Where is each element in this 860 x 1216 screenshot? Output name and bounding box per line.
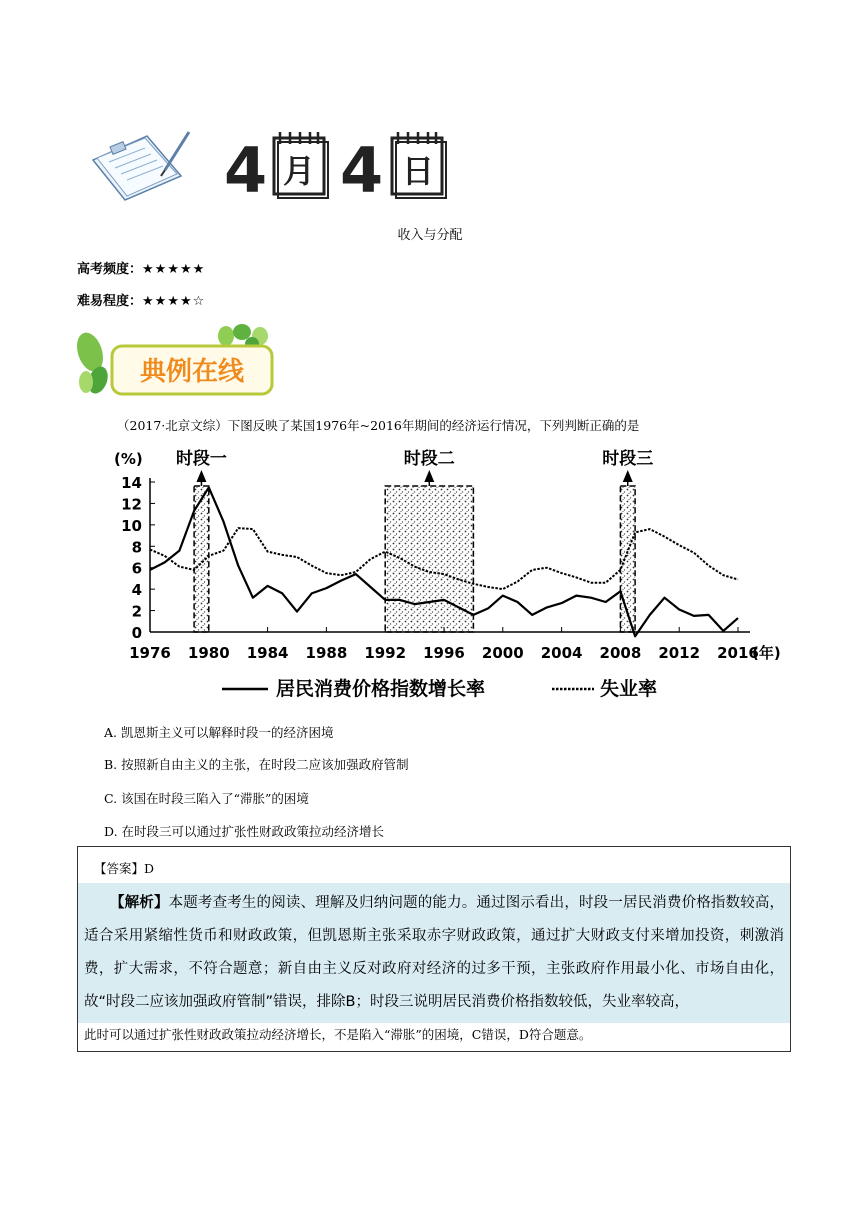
answer-line: 【答案】D xyxy=(94,861,155,876)
analysis-label: 【解析】 xyxy=(110,895,169,911)
day-digit-2: 4 xyxy=(340,134,384,206)
difficulty-label: 难易程度： xyxy=(77,294,143,309)
period-2-label: 时段二 xyxy=(403,449,455,469)
period-3-label: 时段三 xyxy=(602,449,654,469)
x-tick-label: 1996 xyxy=(423,644,465,662)
x-tick-label: 2012 xyxy=(658,644,701,662)
frequency-row xyxy=(77,258,205,277)
svg-text:日: 日 xyxy=(401,152,435,190)
x-tick-label: 1984 xyxy=(246,644,289,662)
analysis-tail: 此时可以通过扩张性财政政策拉动经济增长，不是陷入“滞胀”的困境，C错误，D符合题意。 xyxy=(84,1027,592,1042)
page-subtitle: 收入与分配 xyxy=(397,228,463,243)
x-tick-label: 2008 xyxy=(599,644,642,662)
x-tick-label: 2016 xyxy=(717,644,759,662)
legend-label-cpi: 居民消费价格指数增长率 xyxy=(276,678,486,700)
x-tick-label: 1976 xyxy=(129,644,171,662)
x-tick-label: 2000 xyxy=(481,644,524,662)
legend-label-unemployment: 失业率 xyxy=(600,678,658,700)
period-1-label: 时段一 xyxy=(175,449,227,469)
period-3-band xyxy=(620,486,635,632)
x-tick-label: 1988 xyxy=(305,644,348,662)
difficulty-stars: ★★★★☆ xyxy=(142,294,206,309)
y-tick-label: 14 xyxy=(121,474,142,492)
period-2-arrowhead xyxy=(424,470,434,482)
x-tick-label: 1992 xyxy=(364,644,407,662)
answer-box xyxy=(77,846,791,1052)
option-b: B. 按照新自由主义的主张，在时段二应该加强政府管制 xyxy=(104,757,409,772)
period-3-arrowhead xyxy=(623,470,633,482)
y-tick-label: 2 xyxy=(131,602,142,621)
analysis-block xyxy=(78,883,790,1023)
svg-text:月: 月 xyxy=(282,152,316,190)
day-digit-1: 4 xyxy=(224,134,268,206)
y-tick-label: 4 xyxy=(131,581,142,600)
notebook-illustration xyxy=(85,128,195,203)
y-tick-label: 12 xyxy=(121,495,142,514)
economic-chart xyxy=(110,440,820,710)
period-1-arrowhead xyxy=(196,470,206,482)
analysis-body: 本题考查考生的阅读、理解及归纳问题的能力。通过图示看出，时段一居民消费价格指数较高，适合采用紧缩性货币和财政政策，但凯恩斯主张采取赤字财政政策，通过扩大财政支付来增加投资，刺激消费，扩大需求，不符合题意；新自由主义反对政府对经济的过多干预，主张政府作用最小化、市场自由化，故“时段二应该加强政府管制”错误，排除B；时段三说明居民消费价格指数较低，失业率较高， xyxy=(84,895,784,1010)
y-tick-label: 8 xyxy=(131,538,142,557)
analysis-text xyxy=(84,887,784,1019)
date-title xyxy=(222,124,467,206)
period-2-band xyxy=(385,486,473,632)
x-axis-unit: (年) xyxy=(752,644,781,662)
question-text: （2017·北京文综）下图反映了某国1976年~2016年期间的经济运行情况，下列判断正确的是 xyxy=(117,418,640,433)
y-tick-label: 0 xyxy=(131,624,142,642)
option-c: C. 该国在时段三陷入了“滞胀”的困境 xyxy=(104,791,309,806)
x-tick-label: 1980 xyxy=(187,644,230,662)
frequency-stars: ★★★★★ xyxy=(142,262,206,277)
frequency-label: 高考频度： xyxy=(77,262,143,277)
difficulty-row xyxy=(77,290,205,309)
y-axis-unit: (%) xyxy=(114,450,143,468)
option-d: D. 在时段三可以通过扩张性财政政策拉动经济增长 xyxy=(104,824,385,839)
calendar-month-icon xyxy=(274,132,328,198)
option-a: A. 凯恩斯主义可以解释时段一的经济困境 xyxy=(104,725,334,740)
section-banner xyxy=(76,322,276,398)
x-tick-label: 2004 xyxy=(540,644,583,662)
y-tick-label: 6 xyxy=(131,559,142,578)
y-tick-label: 10 xyxy=(121,516,142,535)
banner-label: 典例在线 xyxy=(139,357,245,387)
calendar-day-icon xyxy=(392,132,446,198)
